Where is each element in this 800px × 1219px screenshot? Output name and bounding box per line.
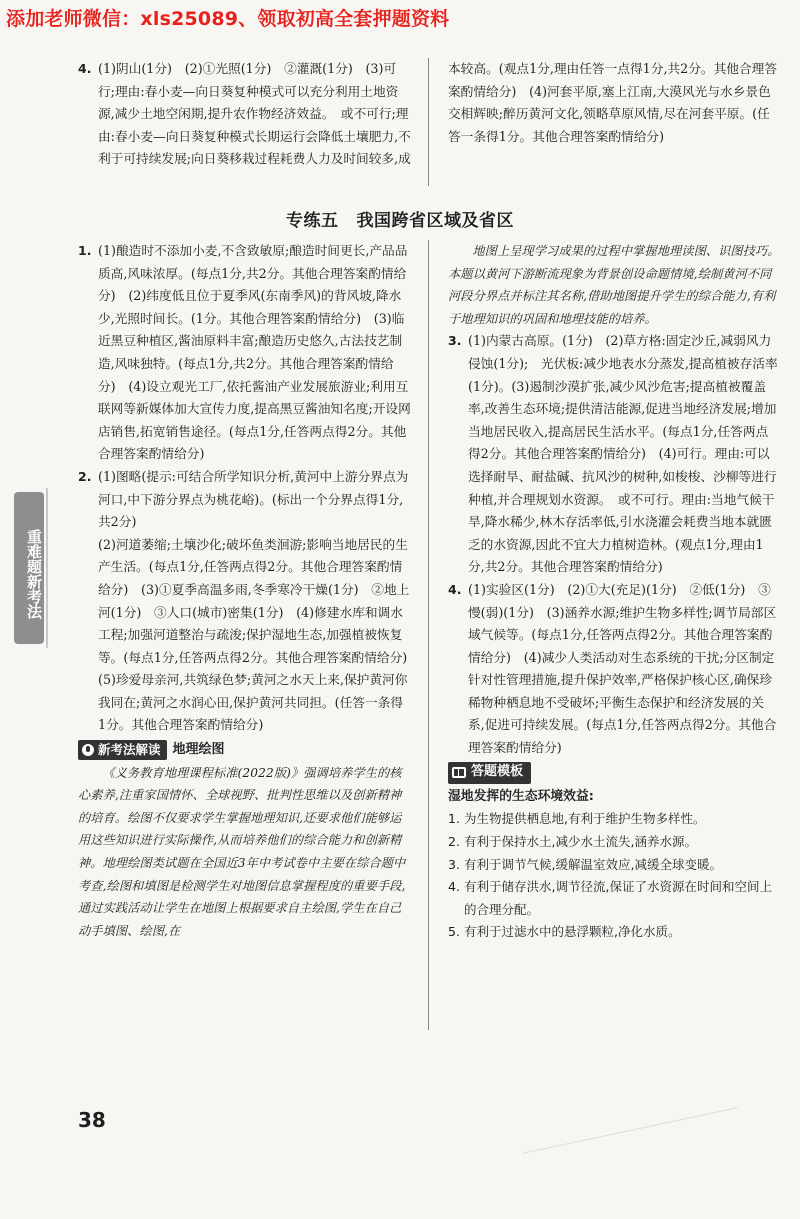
template-item-number: 3. — [448, 856, 460, 872]
item-text: (1)阴山(1分) (2)①光照(1分) ②灌溉(1分) (3)可行;理由:春小麦—向日葵复种模式可以充分利用土地资源,减少土地空闲期,提升农作物经济效益。 或不可行;理由:春小麦—向日葵复种模式长期运行会降低土壤肥力,不利于可持续发展;向日葵移栽过程耗费人力及时间较多,成 — [98, 61, 411, 167]
item-number: 3. — [448, 333, 462, 349]
bulb-icon — [82, 744, 94, 756]
badge-topic: 地理绘图 — [172, 742, 225, 758]
answer-item-1 — [78, 240, 411, 466]
main-right-column — [448, 240, 780, 944]
item-text: (2)河道萎缩;土壤沙化;破坏鱼类洄游;影响当地居民的生产生活。(每点1分,任答两点得2分。其他合理答案酌情给分) (3)①夏季高温多雨,冬季寒冷干燥(1分) ②地上河(1分) ③人口(城市)密集(1分) (4)修建水库和调水工程;加强河道整治与疏浚;保护湿地生态,加强植被恢复等。(每点1分,任答两点得2分。其他合理答案酌情给分)(5)珍爱母亲河,共筑绿色梦;黄河之水天上来,保护黄河你我同在;黄河之水润心田,保护黄河共同担。(任答一条得1分。其他合理答案酌情给分) — [98, 536, 410, 733]
answer-item-3 — [448, 330, 780, 579]
answer-item-4 — [448, 579, 780, 760]
side-tab-rule — [46, 488, 54, 648]
template-item — [448, 808, 780, 831]
template-item-text: 有利于储存洪水,调节径流,保证了水资源在时间和空间上的合理分配。 — [464, 879, 772, 917]
new-method-header — [78, 739, 411, 762]
column-divider-main — [428, 240, 429, 1030]
template-item — [448, 831, 780, 854]
template-item-text: 为生物提供栖息地,有利于维护生物多样性。 — [464, 811, 706, 827]
side-tab: 重难题新考法 — [14, 492, 44, 644]
watermark-banner: 添加老师微信：xls25089、领取初高全套押题资料 — [6, 8, 450, 30]
template-heading: 湿地发挥的生态环境效益: — [448, 788, 594, 804]
item-text: (1)内蒙古高原。(1分) (2)草方格:固定沙丘,减弱风力侵蚀(1分); 光伏板:减少地表水分蒸发,提高植被存活率(1分)。(3)遏制沙漠扩张,减少风沙危害;提高植被覆盖率,改善生态环境;提供清洁能源,促进当地经济发展;增加当地居民收入,提高居民生活水平。(每点1分,任答两点得2分。其他合理答案酌情给分) (4)可行。理由:可以选择耐旱、耐盐碱、抗风沙的树种,如梭梭、沙柳等进行种植,并合理规划水资源。 或不可行。理由:当地气候干旱,降水稀少,林木存活率低,引水浇灌会耗费当地本就匮乏的水资源,因此不宜大力植树造林。(观点1分,理由1分,共2分。其他合理答案酌情给分) — [468, 333, 778, 575]
page-number: 38 — [78, 1108, 106, 1132]
template-item-number: 4. — [448, 879, 460, 895]
badge-text: 新考法解读 — [98, 742, 161, 758]
item-number: 1. — [78, 243, 92, 258]
template-item-number: 2. — [448, 833, 460, 849]
scan-mark — [522, 1107, 737, 1154]
answer-template-badge — [448, 762, 531, 784]
section-title — [0, 206, 800, 231]
item-number: 2. — [78, 468, 92, 484]
commentary-paragraph: 《义务教育地理课程标准(2022版)》强调培养学生的核心素养,注重家国情怀、全球视野、批判性思维以及创新精神的培育。绘图不仅要求学生掌握地理知识,还要求他们能够运用这些知识进行实际操作,从而培养他们的综合能力和创新精神。地理绘图类试题在全国近3年中考试卷中主要在综合题中考查,绘图和填图是检测学生对地图信息掌握程度的重要手段,通过实践活动让学生在地图上根据要求自主绘图,学生在自己动手填图、绘图,在 — [78, 765, 406, 938]
item-number: 4. — [448, 581, 462, 597]
template-item — [448, 876, 780, 921]
item-text: (1)图略(提示:可结合所学知识分析,黄河中上游分界点为河口,中下游分界点为桃花峪)。(标出一个分界点得1分,共2分) — [98, 468, 409, 530]
template-item — [448, 921, 780, 944]
template-item-text: 有利于保持水土,减少水土流失,涵养水源。 — [464, 833, 697, 849]
section-title-label: 专练五 — [286, 211, 339, 231]
template-list — [448, 808, 780, 944]
template-item-text: 有利于调节气候,缓解温室效应,减缓全球变暖。 — [464, 856, 722, 872]
template-item-number: 5. — [448, 924, 460, 940]
badge-text: 答题模板 — [471, 764, 524, 780]
template-item-text: 有利于过滤水中的悬浮颗粒,净化水质。 — [464, 924, 681, 940]
item-number: 4. — [78, 61, 92, 76]
section-title-text: 我国跨省区域及省区 — [356, 211, 514, 231]
item-text: (1)实验区(1分) (2)①大(充足)(1分) ②低(1分) ③慢(弱)(1分) (3)涵养水源;维护生物多样性;调节局部区域气候等。(每点1分,任答两点得2分。其他合理答案酌情给分) (4)减少人类活动对生态系统的干扰;分区制定针对性管理措施,提升保护效率,严格保护核心区,确保珍稀物种栖息地不受破坏;平衡生态保护和经济发展的关系,促进可持续发展。(每点1分,任答两点得2分。其他合理答案酌情给分) — [468, 581, 777, 756]
answer-item-2 — [78, 466, 411, 737]
answer-item-top-4 — [78, 58, 411, 171]
template-item-number: 1. — [448, 811, 460, 827]
commentary-continued: 地图上呈现学习成果的过程中掌握地理读图、识图技巧。本题以黄河下游断流现象为背景创设命题情境,绘制黄河不同河段分界点并标注其名称,借助地图提升学生的综合能力,有利于地理知识的巩固和地理技能的培养。 — [448, 244, 780, 326]
new-method-badge — [78, 740, 167, 760]
top-left-column — [78, 58, 411, 171]
item-text: (1)酿造时不添加小麦,不含致敏原;酿造时间更长,产品品质高,风味浓厚。(每点1分,共2分。其他合理答案酌情给分) (2)纬度低且位于夏季风(东南季风)的背风坡,降水少,光照时间长。(1分。其他合理答案酌情给分) (3)临近黑豆种植区,酱油原料丰富;酿造历史悠久,古法技艺制造,风味独特。(每点1分,共2分。其他合理答案酌情给分) (4)设立观光工厂,依托酱油产业发展旅游业;利用互联网等新媒体加大宣传力度,提高黑豆酱油知名度;开设网店销售,拓宽销售途径。(每点1分,任答两点得2分。其他合理答案酌情给分) — [98, 243, 411, 462]
book-icon — [452, 767, 466, 778]
top-right-column — [448, 58, 780, 148]
main-left-column — [78, 240, 411, 942]
continued-text: 本较高。(观点1分,理由任答一点得1分,共2分。其他合理答案酌情给分) (4)河套平原,塞上江南,大漠风光与水乡景色交相辉映;醉历黄河文化,领略草原风情,尽在河套平原。(任答一条得1分。其他合理答案酌情给分) — [448, 61, 778, 144]
column-divider-top — [428, 58, 429, 186]
template-item — [448, 854, 780, 877]
